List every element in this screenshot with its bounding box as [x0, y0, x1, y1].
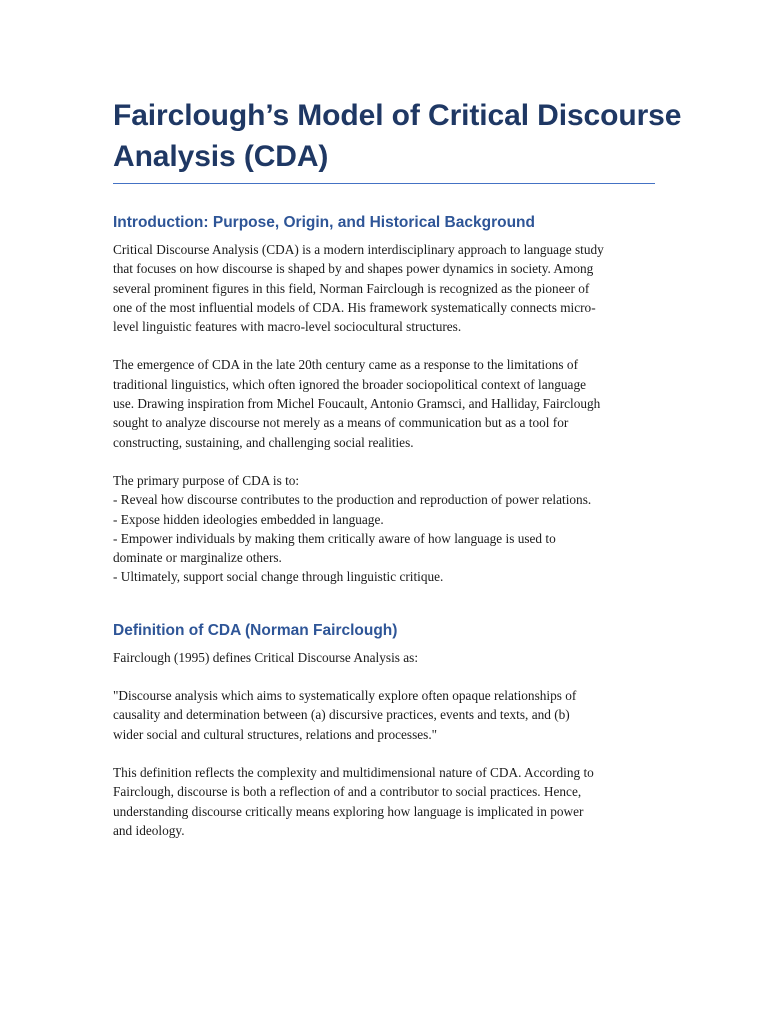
document-sections	[113, 212, 655, 840]
section-heading: Introduction: Purpose, Origin, and Historical Background	[113, 214, 535, 231]
document-section	[113, 620, 655, 840]
text-line: traditional linguistics, which often ignored the broader sociopolitical context of language	[113, 376, 587, 392]
text-line: dominate or marginalize others.	[113, 550, 282, 566]
paragraph	[113, 471, 655, 587]
document-section	[113, 212, 655, 587]
paragraph	[113, 763, 655, 840]
title-line: Analysis (CDA)	[113, 140, 329, 173]
text-line: - Reveal how discourse contributes to the production and reproduction of power relations.	[113, 492, 592, 508]
text-line: one of the most influential models of CDA. His framework systematically connects micro-	[113, 299, 596, 315]
text-line: - Ultimately, support social change through linguistic critique.	[113, 569, 444, 585]
text-line: and ideology.	[113, 822, 185, 838]
text-line: Fairclough, discourse is both a reflection of and a contributor to social practices. Hence,	[113, 784, 582, 800]
text-line: The primary purpose of CDA is to:	[113, 472, 300, 488]
text-line: constructing, sustaining, and challenging social realities.	[113, 434, 414, 450]
section-heading: Definition of CDA (Norman Fairclough)	[113, 621, 398, 639]
text-line: "Discourse analysis which aims to systematically explore often opaque relationships of	[113, 688, 577, 704]
text-line: - Expose hidden ideologies embedded in language.	[113, 511, 384, 527]
text-line: The emergence of CDA in the late 20th century came as a response to the limitations of	[113, 357, 579, 373]
document-title	[113, 95, 682, 183]
text-line: several prominent figures in this field, Norman Fairclough is recognized as the pioneer of	[113, 280, 590, 296]
paragraph	[113, 686, 655, 744]
title-underline	[113, 183, 655, 184]
section-spacer	[113, 606, 655, 620]
title-line: Fairclough’s Model of Critical Discourse	[113, 99, 682, 132]
text-line: This definition reflects the complexity and multidimensional nature of CDA. According to	[113, 764, 594, 780]
text-line: level linguistic features with macro-level sociocultural structures.	[113, 319, 462, 335]
text-line: that focuses on how discourse is shaped by and shapes power dynamics in society. Among	[113, 261, 594, 277]
text-line: Fairclough (1995) defines Critical Discourse Analysis as:	[113, 649, 419, 665]
paragraph	[113, 648, 655, 667]
text-line: use. Drawing inspiration from Michel Foucault, Antonio Gramsci, and Halliday, Fairclough	[113, 396, 601, 412]
paragraph	[113, 240, 655, 336]
text-line: - Empower individuals by making them critically aware of how language is used to	[113, 530, 556, 546]
document-body	[113, 95, 682, 859]
text-line: Critical Discourse Analysis (CDA) is a modern interdisciplinary approach to language study	[113, 242, 604, 257]
paragraph	[113, 355, 655, 451]
text-line: understanding discourse critically means exploring how language is implicated in power	[113, 803, 584, 819]
text-line: causality and determination between (a) discursive practices, events and texts, and (b)	[113, 707, 570, 723]
text-line: sought to analyze discourse not merely as a means of communication but as a tool for	[113, 415, 569, 431]
text-line: wider social and cultural structures, relations and processes."	[113, 726, 438, 742]
